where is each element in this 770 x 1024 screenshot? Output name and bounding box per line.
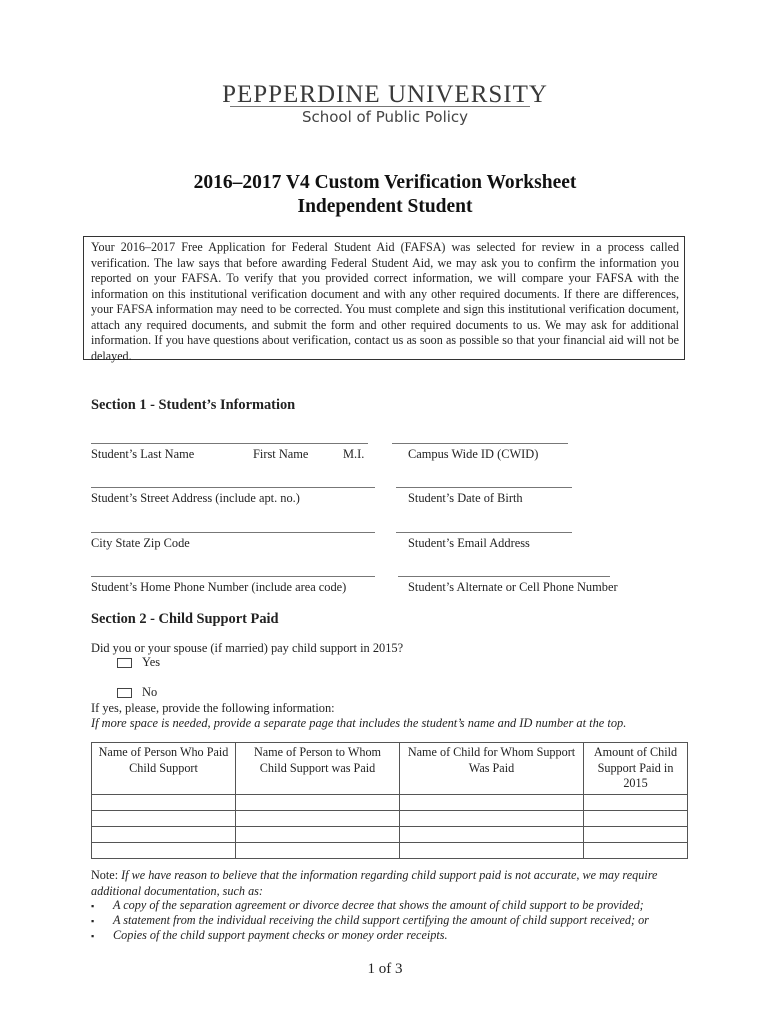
last-name-label: Student’s Last Name <box>91 447 195 461</box>
table-cell[interactable] <box>236 794 400 810</box>
more-space-instruction: If more space is needed, provide a separate page that includes the student’s name and ID number at the top. <box>91 716 627 730</box>
alt-phone-field[interactable] <box>398 576 610 577</box>
table-cell[interactable] <box>400 842 584 858</box>
table-cell[interactable] <box>92 826 236 842</box>
table-cell[interactable] <box>584 794 688 810</box>
col-child-header: Name of Child for Whom Support Was Paid <box>400 743 584 795</box>
list-item <box>91 928 448 945</box>
if-yes-instruction: If yes, please, provide the following information: <box>91 701 335 715</box>
bullet-square-icon: ▪ <box>91 931 95 941</box>
table-cell[interactable] <box>584 826 688 842</box>
cwid-field[interactable] <box>392 443 568 444</box>
city-state-zip-field[interactable] <box>91 532 375 533</box>
bullet-text: A copy of the separation agreement or divorce decree that shows the amount of child support to be provided; <box>113 898 644 912</box>
table-row <box>92 810 688 826</box>
child-support-table <box>91 742 688 859</box>
intro-paragraph: Your 2016–2017 Free Application for Federal Student Aid (FAFSA) was selected for review in a process called verification. The law says that before awarding Federal Student Aid, we may ask you to confirm the information you reported on your FAFSA. To verify that you provided correct information, we will compare your FAFSA with the information on this institutional verification document and with any other required documents. If there are differences, your FAFSA information may need to be corrected. You must complete and sign this institutional verification document, attach any required documents, and submit the form and other required documents to us. We may ask for additional information. If you have questions about verification, contact us as soon as possible so that your financial aid will not be delayed. <box>83 236 685 360</box>
date-of-birth-label: Student’s Date of Birth <box>408 491 523 505</box>
email-label: Student’s Email Address <box>408 536 530 550</box>
yes-label: Yes <box>142 655 161 669</box>
cwid-label: Campus Wide ID (CWID) <box>408 447 539 461</box>
mi-label: M.I. <box>343 447 365 461</box>
university-logo-text: PEPPERDINE UNIVERSITY <box>222 81 548 108</box>
home-phone-field[interactable] <box>91 576 375 577</box>
table-cell[interactable] <box>584 810 688 826</box>
table-cell[interactable] <box>92 794 236 810</box>
table-cell[interactable] <box>400 810 584 826</box>
page-title: 2016–2017 V4 Custom Verification Worksheet <box>193 172 577 193</box>
section2-heading: Section 2 - Child Support Paid <box>91 611 279 627</box>
street-address-label: Student’s Street Address (include apt. no.) <box>91 491 300 505</box>
table-row <box>92 842 688 858</box>
table-cell[interactable] <box>400 794 584 810</box>
table-cell[interactable] <box>236 810 400 826</box>
table-cell[interactable] <box>400 826 584 842</box>
col-amount-header: Amount of Child Support Paid in 2015 <box>584 743 688 795</box>
table-cell[interactable] <box>236 842 400 858</box>
email-field[interactable] <box>396 532 572 533</box>
bullet-square-icon: ▪ <box>91 916 95 926</box>
bullet-text: Copies of the child support payment checks or money order receipts. <box>113 928 448 942</box>
first-name-label: First Name <box>253 447 309 461</box>
table-row <box>92 826 688 842</box>
section1-heading: Section 1 - Student’s Information <box>91 397 296 413</box>
table-cell[interactable] <box>236 826 400 842</box>
no-label: No <box>142 685 158 699</box>
page-subtitle: Independent Student <box>297 196 473 217</box>
page-number: 1 of 3 <box>367 961 403 977</box>
table-row <box>92 794 688 810</box>
table-cell[interactable] <box>584 842 688 858</box>
col-payee-header: Name of Person to Whom Child Support was Paid <box>236 743 400 795</box>
bullet-square-icon: ▪ <box>91 901 95 911</box>
table-header-row <box>92 743 688 795</box>
street-address-field[interactable] <box>91 487 375 488</box>
school-name: School of Public Policy <box>301 108 469 126</box>
yes-checkbox[interactable] <box>117 658 132 668</box>
city-state-zip-label: City State Zip Code <box>91 536 190 550</box>
date-of-birth-field[interactable] <box>396 487 572 488</box>
table-cell[interactable] <box>92 810 236 826</box>
child-support-question: Did you or your spouse (if married) pay child support in 2015? <box>91 641 404 655</box>
last-name-field[interactable] <box>91 443 368 444</box>
table-cell[interactable] <box>92 842 236 858</box>
alt-phone-label: Student’s Alternate or Cell Phone Number <box>408 580 618 594</box>
note-paragraph <box>91 868 691 899</box>
no-checkbox[interactable] <box>117 688 132 698</box>
home-phone-label: Student’s Home Phone Number (include area code) <box>91 580 347 594</box>
note-prefix: Note: <box>91 868 122 882</box>
note-text: If we have reason to believe that the information regarding child support paid is not accurate, we may require additional documentation, such as: <box>91 868 658 898</box>
col-payer-header: Name of Person Who Paid Child Support <box>92 743 236 795</box>
bullet-text: A statement from the individual receiving the child support certifying the amount of child support received; or <box>113 913 649 927</box>
logo-divider <box>230 106 530 107</box>
